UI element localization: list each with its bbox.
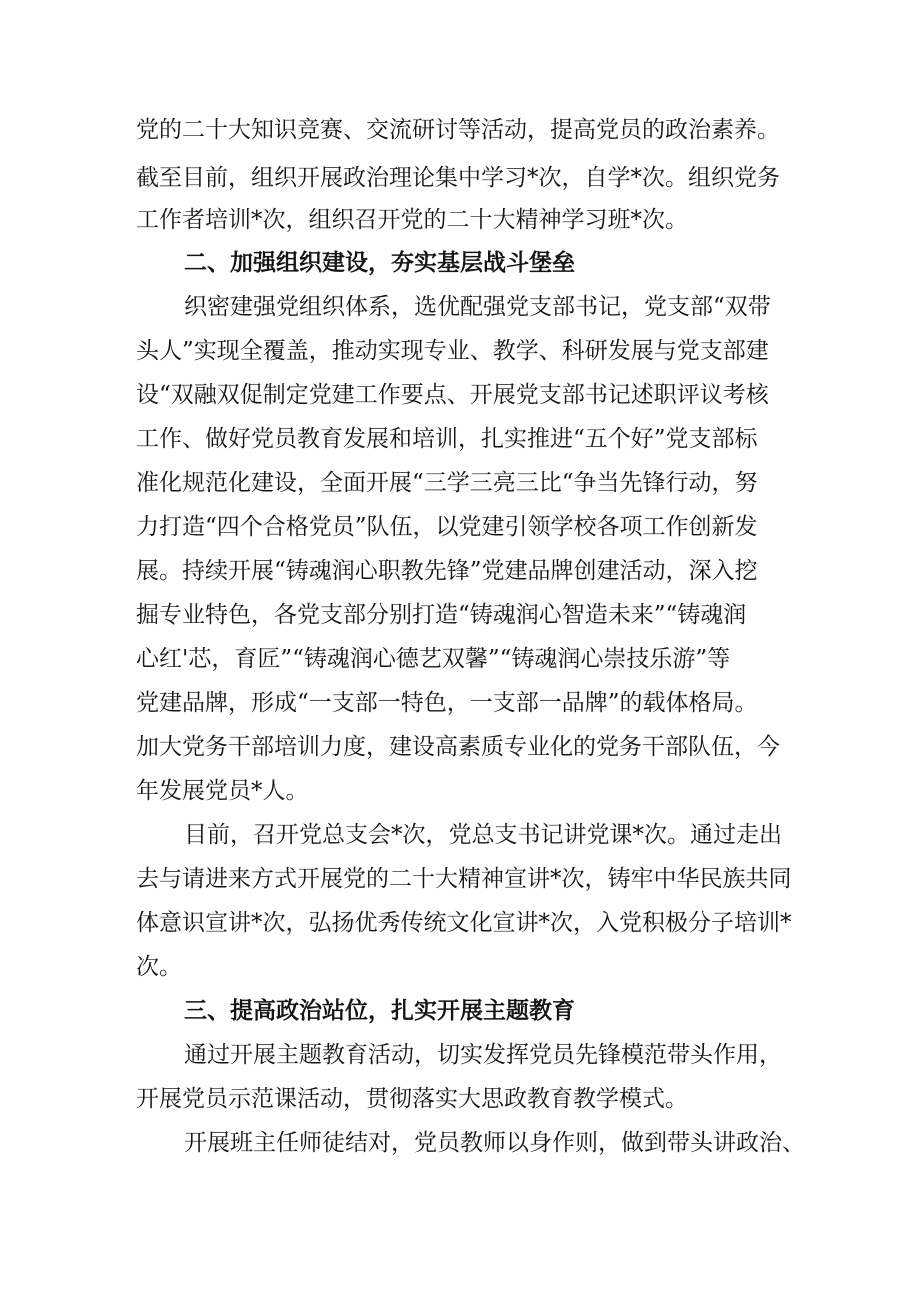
paragraph-line: 年发展党员*人。 xyxy=(136,778,309,804)
paragraph-line: 党建品牌，形成“一支部一特色，一支部一品牌”的载体格局。 xyxy=(136,690,758,716)
section-heading: 二、加强组织建设，夯实基层战斗堡垒 xyxy=(184,250,575,276)
paragraph-line: 工作、做好党员教育发展和培训，扎实推进“五个好”党支部标 xyxy=(136,426,758,452)
paragraph-line: 织密建强党组织体系，选优配强党支部书记，党支部“双带 xyxy=(184,294,771,320)
paragraph-line: 工作者培训*次，组织召开党的二十大精神学习班*次。 xyxy=(136,207,688,233)
paragraph-line: 头人”实现全覆盖，推动实现专业、教学、科研发展与党支部建 xyxy=(136,338,769,364)
paragraph-line: 截至目前，组织开展政治理论集中学习*次，自学*次。组织党务 xyxy=(136,165,780,191)
paragraph-line: 目前，召开党总支会*次，党总支书记讲党课*次。通过走出 xyxy=(184,822,782,848)
paragraph-line: 掘专业特色，各党支部分别打造“铸魂润心智造未来”“铸魂润 xyxy=(136,602,747,628)
paragraph-line: 加大党务干部培训力度，建设高素质专业化的党务干部队伍，今 xyxy=(136,734,780,760)
paragraph-line: 体意识宣讲*次，弘扬优秀传统文化宣讲*次，入党积极分子培训* xyxy=(136,910,792,936)
paragraph-line: 次。 xyxy=(136,954,182,980)
paragraph-line: 通过开展主题教育活动，切实发挥党员先锋模范带头作用， xyxy=(184,1042,782,1068)
paragraph-line: 设“双融双促制定党建工作要点、开展党支部书记述职评议考核 xyxy=(136,382,769,408)
paragraph-line: 去与请进来方式开展党的二十大精神宣讲*次，铸牢中华民族共同 xyxy=(136,866,792,892)
paragraph-line: 心红'芯，育匠”“铸魂润心德艺双馨”“铸魂润心崇技乐游”等 xyxy=(136,646,731,672)
paragraph-line: 党的二十大知识竞赛、交流研讨等活动，提高党员的政治素养。 xyxy=(136,117,780,143)
paragraph-line: 开展班主任师徒结对，党员教师以身作则，做到带头讲政治、 xyxy=(184,1130,805,1156)
paragraph-line: 开展党员示范课活动，贯彻落实大思政教育教学模式。 xyxy=(136,1086,688,1112)
paragraph-line: 展。持续开展“铸魂润心职教先锋”党建品牌创建活动，深入挖 xyxy=(136,558,758,584)
paragraph-line: 准化规范化建设，全面开展“三学三亮三比“争当先锋行动，努 xyxy=(136,470,758,496)
section-heading: 三、提高政治站位，扎实开展主题教育 xyxy=(184,998,575,1024)
paragraph-line: 力打造“四个合格党员”队伍，以党建引领学校各项工作创新发 xyxy=(136,514,758,540)
